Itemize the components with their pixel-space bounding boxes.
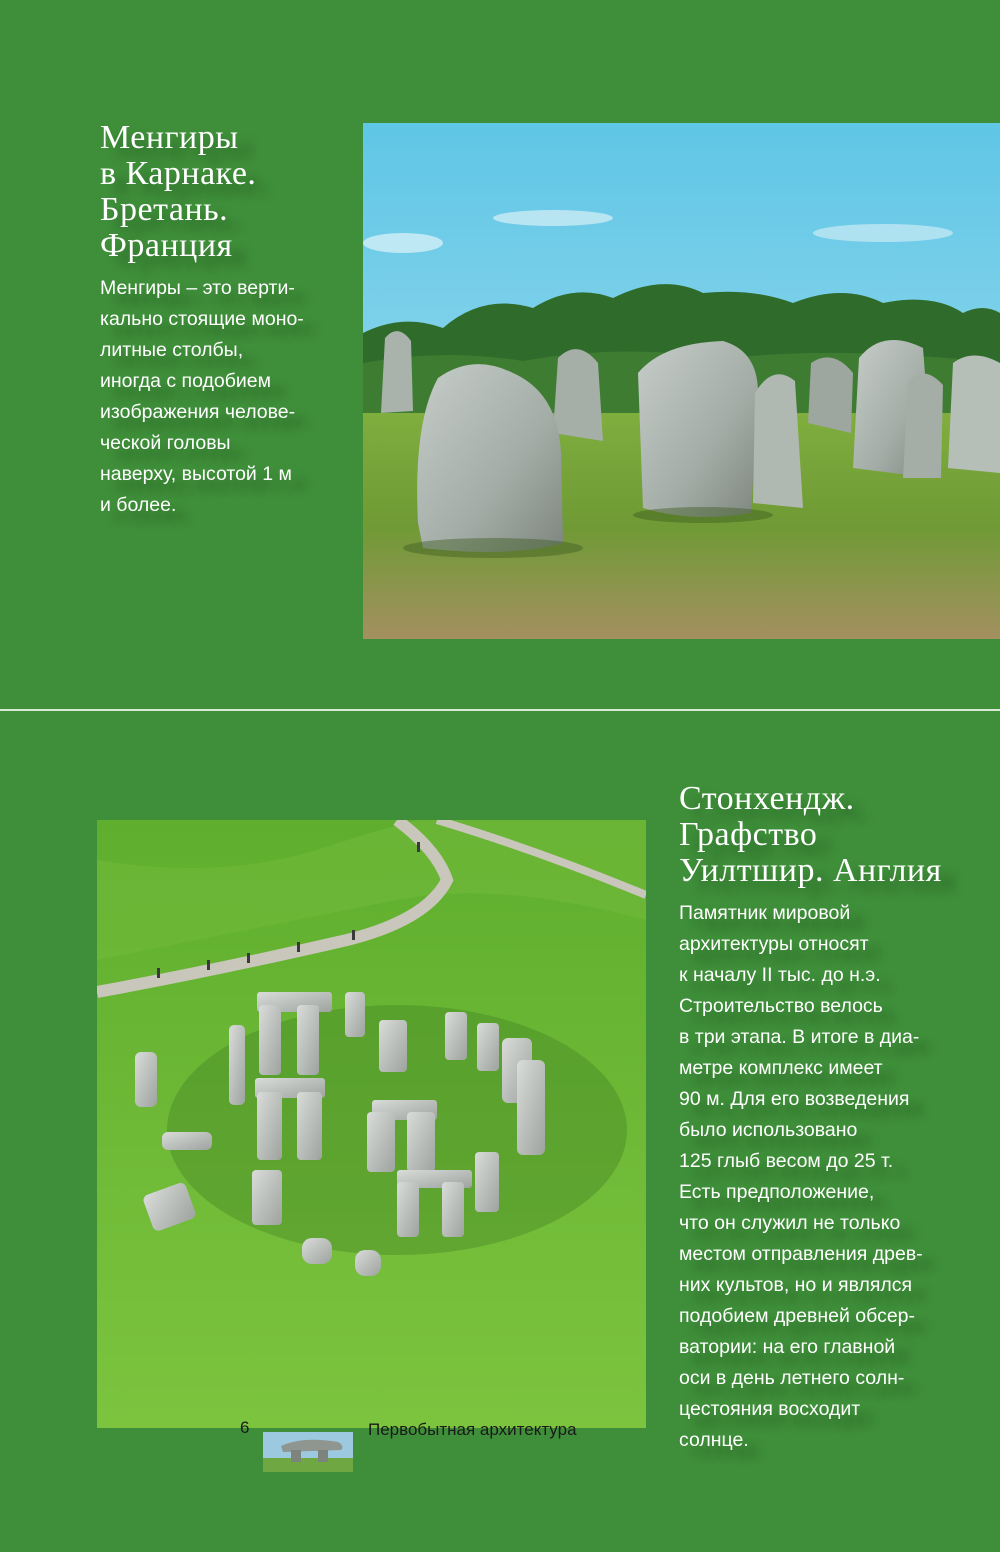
section1-title-line: Франция [100,227,233,264]
section2-text-line: к началу II тыс. до н.э. [679,964,881,986]
section1-title [100,120,256,264]
section2-text-line: Есть предположение, [679,1181,875,1203]
section2-text-line: архитектуры относят [679,933,869,955]
section2-text-line: 90 м. Для его возведения [679,1088,910,1110]
page-number: 6 [240,1418,250,1437]
section2-title-line: Уилтшир. Англия [679,852,942,889]
section2-text-line: что он служил не только [679,1212,901,1234]
section2-text-line: местом отправления древ- [679,1243,923,1265]
section1-text-line: кально стоящие моно- [100,308,304,330]
section1-text-line: Менгиры – это верти- [100,277,295,299]
section2-text-line: в три этапа. В итоге в диа- [679,1026,920,1048]
section2-title-line: Стонхендж. [679,780,855,817]
menhirs-photo [363,123,1000,639]
section1-text-line: и более. [100,494,177,516]
section2-title-line: Графство [679,816,818,853]
section2-text-line: 125 глыб весом до 25 т. [679,1150,894,1172]
section2-text [679,898,923,1456]
section1-title-line: Менгиры [100,119,239,156]
section1-text-line: литные столбы, [100,339,244,361]
section2-text-line: ватории: на его главной [679,1336,896,1358]
section2-text-line: цестояния восходит [679,1398,861,1420]
section2-text-line: подобием древней обсер- [679,1305,916,1327]
section1-text-line: иногда с подобием [100,370,272,392]
section1-title-line: в Карнаке. [100,155,257,192]
section2-text-line: Памятник мировой [679,902,851,924]
stonehenge-photo [97,820,646,1428]
section-label: Первобытная архитектура [368,1420,577,1439]
section2-title [679,781,942,889]
section1-text-line: наверху, высотой 1 м [100,463,292,485]
section1-text-line: изображения челове- [100,401,296,423]
section2-text-line: было использовано [679,1119,858,1141]
section2-text-line: оси в день летнего солн- [679,1367,905,1389]
section-divider [0,709,1000,711]
section2-text-line: Строительство велось [679,995,883,1017]
section1-text [100,273,304,521]
section1-title-line: Бретань. [100,191,229,228]
section1-text-line: ческой головы [100,432,231,454]
dolmen-thumbnail [263,1432,353,1472]
section2-text-line: метре комплекс имеет [679,1057,883,1079]
section2-text-line: них культов, но и являлся [679,1274,913,1296]
section2-text-line: солнце. [679,1429,749,1451]
